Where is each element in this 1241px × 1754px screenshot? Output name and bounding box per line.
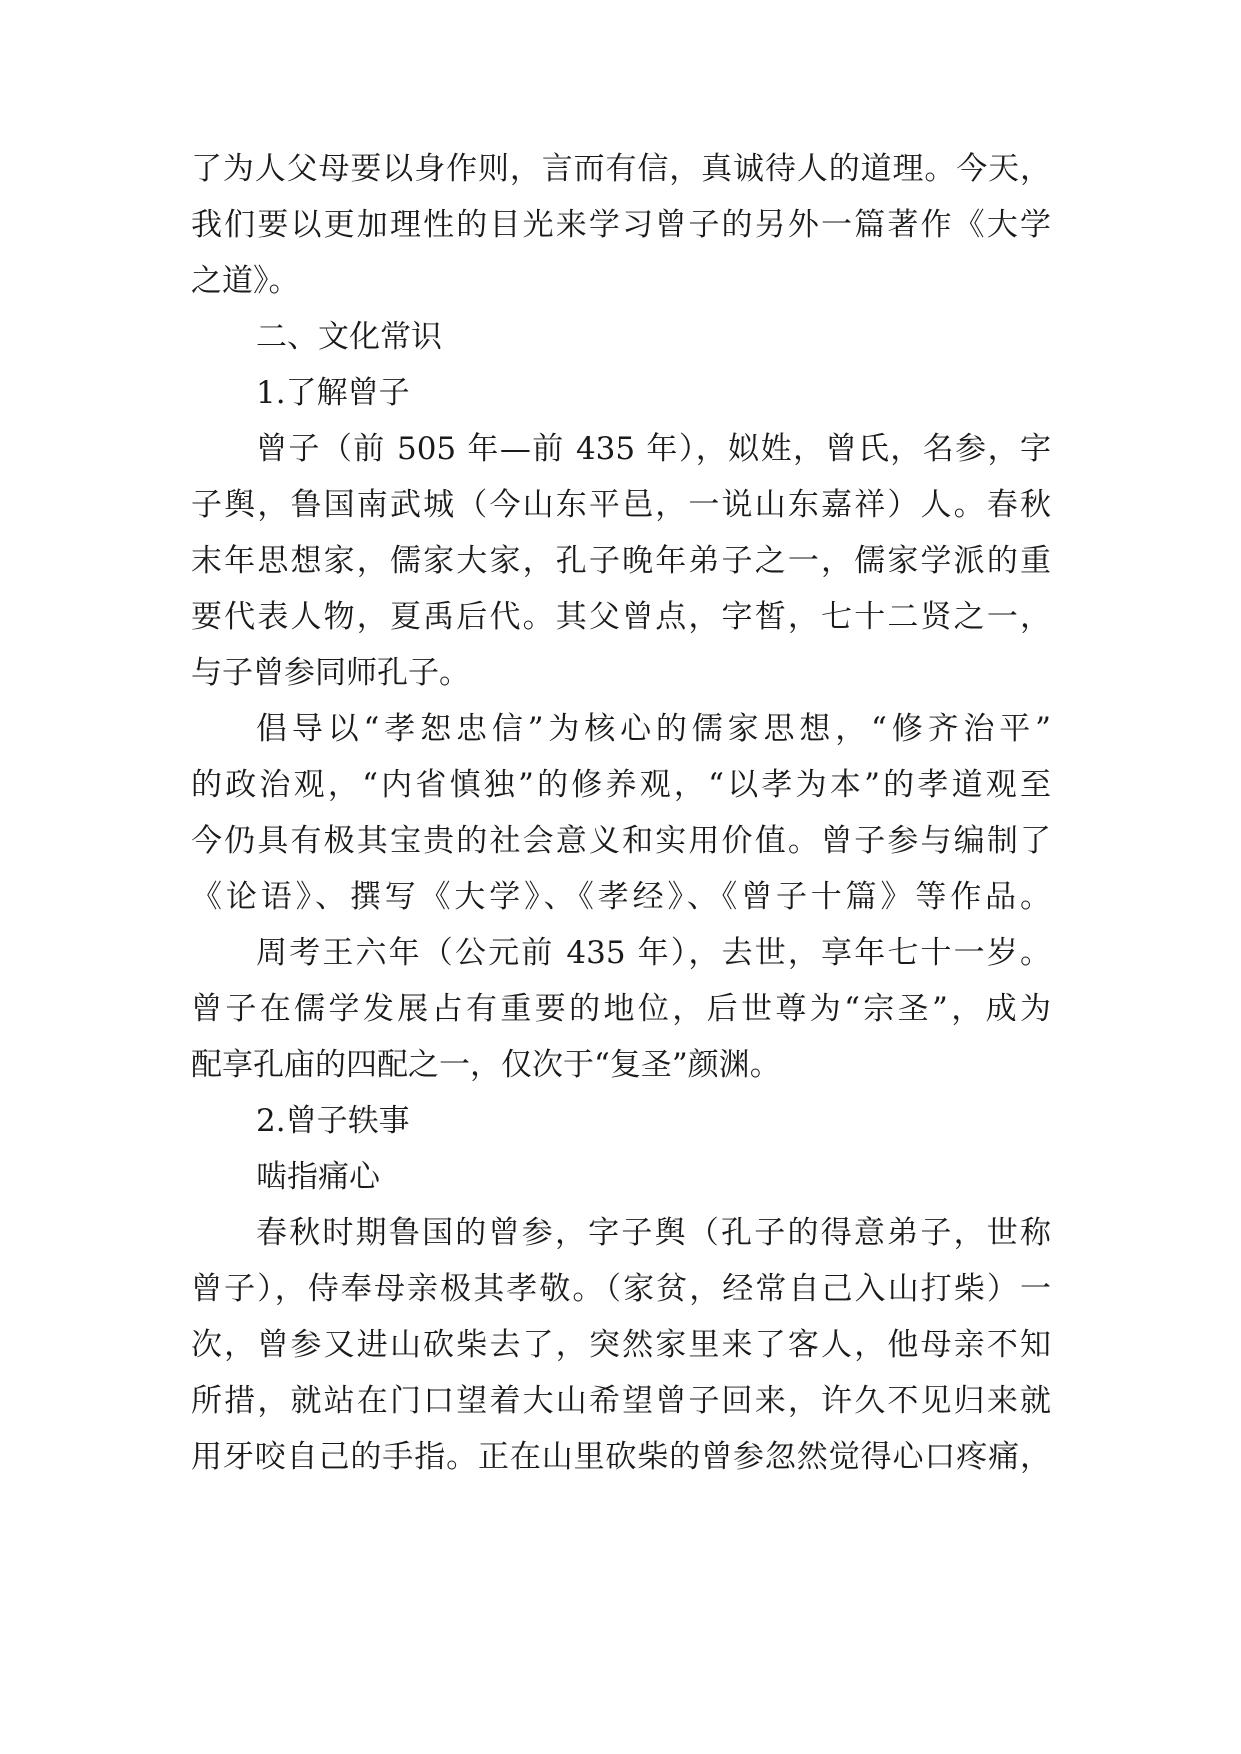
text-line: 用牙咬自己的手指。正在山里砍柴的曾参忽然觉得心口疼痛， (191, 1439, 1051, 1475)
text-line: 子舆，鲁国南武城（今山东平邑，一说山东嘉祥）人。春秋 (191, 487, 1051, 523)
subsection-heading: 1.了解曾子 (256, 375, 410, 411)
text-line: 倡导以“孝恕忠信”为核心的儒家思想，“修齐治平” (256, 711, 1051, 747)
text-line: 的政治观，“内省慎独”的修养观，“以孝为本”的孝道观至 (191, 767, 1051, 803)
text-line: 要代表人物，夏禹后代。其父曾点，字皙，七十二贤之一， (191, 599, 1051, 635)
text-line: 之道》。 (191, 263, 300, 299)
text-line: 次，曾参又进山砍柴去了，突然家里来了客人，他母亲不知 (191, 1327, 1051, 1363)
text-line: 配享孔庙的四配之一，仅次于“复圣”颜渊。 (191, 1047, 781, 1083)
text-line: 曾子在儒学发展占有重要的地位，后世尊为“宗圣”，成为 (191, 991, 1051, 1027)
text-line: 了为人父母要以身作则，言而有信，真诚待人的道理。今天， (191, 151, 1051, 187)
text-line: 曾子（前 505 年—前 435 年），姒姓，曾氏，名参，字 (256, 431, 1051, 467)
story-title: 啮指痛心 (256, 1159, 380, 1195)
text-line: 《论语》、撰写《大学》、《孝经》、《曾子十篇》等作品。 (191, 879, 1051, 915)
text-line: 所措，就站在门口望着大山希望曾子回来，许久不见归来就 (191, 1383, 1051, 1419)
section-heading: 二、文化常识 (256, 319, 442, 355)
text-line: 末年思想家，儒家大家，孔子晚年弟子之一，儒家学派的重 (191, 543, 1051, 579)
text-line: 我们要以更加理性的目光来学习曾子的另外一篇著作《大学 (191, 207, 1051, 243)
subsection-heading: 2.曾子轶事 (256, 1103, 410, 1139)
text-line: 与子曾参同师孔子。 (191, 655, 470, 691)
text-line: 春秋时期鲁国的曾参，字子舆（孔子的得意弟子，世称 (256, 1215, 1051, 1251)
text-line: 今仍具有极其宝贵的社会意义和实用价值。曾子参与编制了 (191, 823, 1051, 859)
text-line: 曾子），侍奉母亲极其孝敬。（家贫，经常自己入山打柴）一 (191, 1271, 1051, 1307)
text-line: 周考王六年（公元前 435 年），去世，享年七十一岁。 (256, 935, 1051, 971)
